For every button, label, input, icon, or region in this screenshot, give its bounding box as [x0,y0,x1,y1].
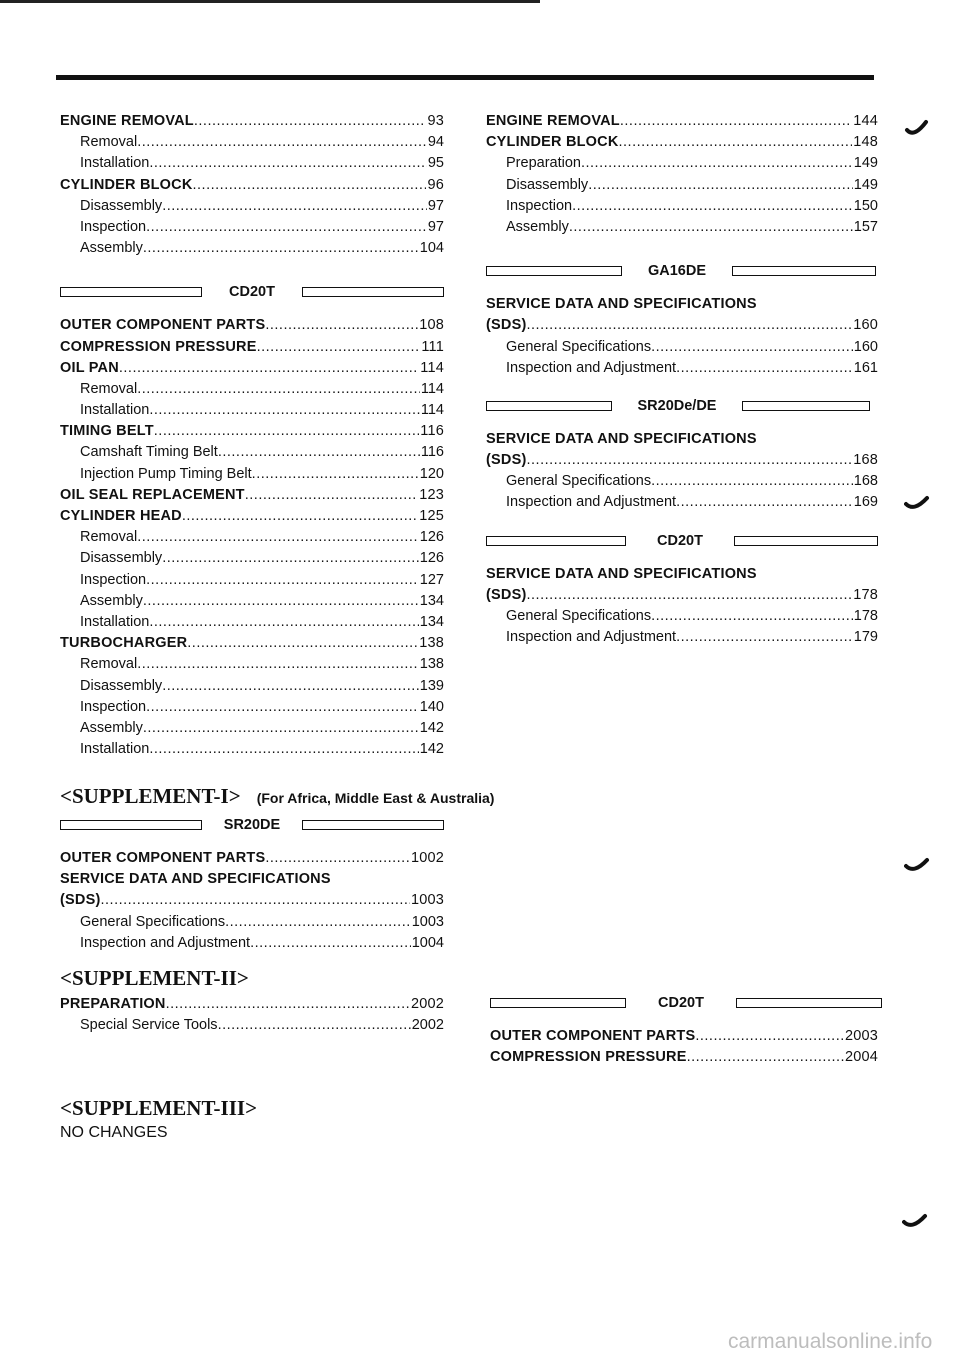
dot-leader [569,219,853,235]
toc-entry-page: 179 [853,629,878,646]
toc-entry-label: OUTER COMPONENT PARTS [60,317,266,334]
dot-leader [695,1028,844,1044]
toc-entry [486,494,878,515]
toc-entry-label: General Specifications [80,913,226,930]
toc-entry-label: Installation [80,402,150,419]
toc-entry-label: Removal [80,380,138,397]
left-column [60,113,444,762]
section-separator-cd20t [60,281,444,303]
toc-entry-label: Disassembly [506,176,589,193]
supplement-2-title: <SUPPLEMENT-II> [60,966,249,990]
toc-entry-page: 144 [853,113,878,129]
dot-leader [187,635,418,651]
toc-entry-label: (SDS) [60,892,101,909]
toc-entry [60,423,444,444]
toc-entry [486,155,878,176]
dot-leader [620,113,852,129]
toc-entry-label: TURBOCHARGER [60,635,188,652]
toc-entry [486,608,878,629]
toc-entry-page: 168 [853,452,878,469]
toc-entry-label: Disassembly [80,550,163,567]
toc-entry [60,635,444,656]
toc-entry-page: 161 [853,359,878,376]
section-separator-ga16de [486,260,878,282]
toc-list [60,850,444,871]
toc-entry [60,219,444,240]
supplement-1-note: (For Africa, Middle East & Australia) [256,790,495,806]
toc-entry-label: Removal [80,134,138,151]
toc-entry [60,850,444,871]
toc-entry-label: General Specifications [506,473,652,490]
toc-entry-page: 1003 [410,892,444,909]
section-separator-sr20de [60,814,444,836]
toc-entry [486,134,878,155]
toc-list [486,452,878,516]
toc-list [490,1028,878,1070]
toc-entry-page: 97 [427,197,444,214]
toc-list [486,587,878,651]
scan-top-edge-line [0,0,540,3]
toc-entry [60,699,444,720]
toc-entry-label: COMPRESSION PRESSURE [60,338,257,355]
toc-entry-page: 97 [427,218,444,235]
toc-entry-label: Disassembly [80,197,163,214]
toc-entry-label: Assembly [506,218,569,235]
dot-leader [252,466,419,482]
toc-entry-page: 178 [853,608,878,624]
toc-entry [486,360,878,381]
toc-entry-page: 134 [419,592,444,609]
toc-entry [486,113,878,134]
toc-entry [60,155,444,176]
dot-leader [146,219,427,235]
sds-heading: SERVICE DATA AND SPECIFICATIONS [486,565,757,582]
toc-entry-page: 138 [419,656,444,673]
toc-entry-page: 126 [419,529,444,546]
toc-entry [60,466,444,487]
toc-entry [60,593,444,614]
toc-entry-label: TIMING BELT [60,423,154,440]
separator-label: SR20De/DE [637,397,717,414]
dot-leader [265,850,410,866]
toc-entry-label: Removal [80,656,138,673]
toc-entry-page: 123 [419,486,444,503]
toc-entry [60,935,444,956]
dot-leader [218,1017,411,1033]
toc-entry-page: 2002 [411,1017,444,1034]
toc-entry-label: Assembly [80,719,143,736]
watermark: carmanualsonline.info [728,1330,933,1353]
toc-entry [60,134,444,155]
dot-leader [225,914,411,930]
toc-entry [60,487,444,508]
margin-check-mark-icon [902,1212,928,1226]
toc-entry-label: Camshaft Timing Belt [80,444,218,461]
toc-entry [60,381,444,402]
toc-entry [60,741,444,762]
supplement-1-title: <SUPPLEMENT-I> [60,784,241,808]
toc-entry-page: 93 [427,113,444,129]
toc-entry [60,1017,444,1038]
toc-entry-label: General Specifications [506,608,652,624]
toc-entry-label: PREPARATION [60,996,166,1012]
toc-entry [60,550,444,571]
toc-list [60,317,444,762]
toc-entry [60,720,444,741]
supplement-2 [60,966,444,1038]
dot-leader [143,240,419,256]
toc-list [60,113,444,261]
toc-entry-page: 127 [419,571,444,588]
dot-leader [154,423,420,439]
toc-entry-page: 149 [853,155,878,172]
toc-entry-label: Installation [80,155,150,172]
toc-entry-label: Preparation [506,155,581,172]
toc-entry-label: COMPRESSION PRESSURE [490,1049,687,1066]
toc-entry [60,360,444,381]
toc-entry [486,317,878,338]
toc-entry-page: 94 [427,134,444,151]
toc-entry-page: 134 [419,613,444,630]
sds-heading: SERVICE DATA AND SPECIFICATIONS [486,430,757,447]
separator-box-right [742,401,870,411]
dot-leader [146,572,419,588]
toc-entry-label: ENGINE REMOVAL [60,113,194,129]
supplement-3-note: NO CHANGES [60,1124,168,1141]
separator-box-right [734,536,878,546]
toc-entry [60,572,444,593]
toc-entry-label: (SDS) [486,317,527,334]
toc-entry-page: 178 [853,586,878,603]
dot-leader [687,1049,844,1065]
toc-entry-label: CYLINDER BLOCK [486,134,619,151]
separator-box-right [736,998,882,1008]
toc-entry-page: 169 [853,494,878,511]
toc-entry [60,996,444,1017]
toc-entry-label: OUTER COMPONENT PARTS [490,1028,696,1044]
toc-entry [60,656,444,677]
dot-leader [149,155,427,171]
toc-entry [486,219,878,240]
toc-entry-page: 140 [419,698,444,715]
toc-entry-label: ENGINE REMOVAL [486,113,620,129]
dot-leader [526,317,852,333]
dot-leader [218,444,420,460]
toc-entry-page: 138 [419,635,444,652]
toc-entry [60,508,444,529]
separator-label: CD20T [229,284,275,301]
separator-box-left [60,820,202,830]
toc-entry-label: Installation [80,613,150,630]
dot-leader [651,608,853,624]
toc-entry-label: Inspection [506,197,573,214]
toc-entry-label: Inspection [80,571,147,588]
toc-entry-page: 125 [419,508,444,524]
toc-entry-label: Disassembly [80,677,163,694]
toc-entry-page: 168 [853,473,878,490]
toc-entry-page: 1004 [411,934,444,951]
supplement-1 [60,784,495,956]
toc-entry [60,678,444,699]
dot-leader [676,494,853,510]
toc-entry-page: 114 [420,402,444,419]
dot-leader [526,452,852,468]
dot-leader [143,720,419,736]
dot-leader [581,155,853,171]
toc-entry-label: Removal [80,529,138,546]
dot-leader [149,402,420,418]
toc-entry [60,113,444,134]
toc-entry-page: 2002 [410,996,444,1012]
toc-entry-label: OIL SEAL REPLACEMENT [60,486,245,503]
toc-entry [60,240,444,261]
sds-heading: SERVICE DATA AND SPECIFICATIONS [60,871,331,888]
dot-leader [651,339,853,355]
toc-entry-page: 1002 [410,850,444,866]
supplement-title-row [60,1096,444,1124]
separator-box-left [60,287,202,297]
dot-leader [194,113,427,129]
toc-entry-page: 139 [419,677,444,694]
toc-entry [486,587,878,608]
toc-entry-page: 126 [419,550,444,567]
dot-leader [526,587,852,603]
dot-leader [257,339,421,355]
toc-entry-page: 114 [420,380,444,397]
toc-entry-label: CYLINDER BLOCK [60,176,193,193]
toc-entry-page: 120 [419,465,444,482]
dot-leader [100,892,409,908]
section-separator-cd20t [490,992,878,1014]
dot-leader [588,177,853,193]
toc-entry-page: 149 [853,176,878,193]
toc-entry [486,452,878,473]
toc-entry [60,614,444,635]
toc-entry-page: 116 [420,423,444,440]
dot-leader [137,134,427,150]
section-separator-sr20de [486,395,878,417]
dot-leader [265,317,418,333]
toc-entry [486,177,878,198]
dot-leader [162,198,427,214]
toc-entry-label: Assembly [80,592,143,609]
dot-leader [162,550,419,566]
dot-leader [162,678,419,694]
separator-box-left [486,536,626,546]
toc-entry-page: 2004 [844,1049,878,1066]
toc-entry [60,177,444,198]
toc-entry [490,1028,878,1049]
toc-entry-page: 142 [419,719,444,736]
right-column [486,113,878,650]
toc-entry-label: Inspection and Adjustment [506,494,677,511]
toc-entry-page: 157 [853,218,878,235]
separator-label: CD20T [657,532,703,549]
dot-leader [149,614,418,630]
toc-entry-page: 114 [420,359,444,376]
toc-entry-label: General Specifications [506,338,652,355]
toc-entry-page: 104 [419,240,444,257]
toc-entry [486,473,878,494]
toc-list [60,996,444,1038]
dot-leader [250,935,411,951]
toc-entry-page: 116 [420,444,444,461]
dot-leader [146,699,419,715]
dot-leader [137,656,419,672]
margin-check-mark-icon [904,856,930,870]
dot-leader [651,473,853,489]
separator-box-right [302,820,444,830]
toc-list [486,317,878,381]
dot-leader [193,177,427,193]
toc-entry [486,339,878,360]
toc-entry-label: CYLINDER HEAD [60,508,182,524]
toc-entry [60,892,444,913]
toc-entry [60,444,444,465]
section-separator-cd20t [486,530,878,552]
dot-leader [166,996,410,1012]
toc-entry [486,198,878,219]
toc-entry-page: 95 [427,155,444,172]
toc-entry-label: Inspection and Adjustment [80,934,251,951]
toc-entry-label: Inspection and Adjustment [506,359,677,376]
separator-box-left [486,266,622,276]
dot-leader [676,360,853,376]
dot-leader [676,629,853,645]
dot-leader [572,198,853,214]
toc-entry-page: 160 [853,317,878,334]
toc-entry-label: (SDS) [486,586,527,603]
dot-leader [149,741,418,757]
dot-leader [182,508,418,524]
toc-entry [60,317,444,338]
sds-heading: SERVICE DATA AND SPECIFICATIONS [486,296,757,313]
supplement-3 [60,1096,444,1142]
separator-box-right [302,287,444,297]
toc-entry [60,339,444,360]
separator-label: CD20T [658,995,704,1011]
toc-entry [60,529,444,550]
margin-check-mark-icon [904,116,930,130]
toc-entry-page: 160 [853,338,878,355]
toc-entry [60,198,444,219]
supplement-2-right [490,992,878,1070]
toc-list [60,892,444,956]
separator-box-left [486,401,612,411]
toc-entry-page: 111 [421,338,444,355]
separator-label: SR20DE [223,817,281,833]
dot-leader [619,134,853,150]
separator-label: GA16DE [647,263,707,280]
toc-entry [486,629,878,650]
toc-entry-label: Installation [80,741,150,758]
toc-entry-label: (SDS) [486,452,527,469]
toc-entry-label: Special Service Tools [80,1017,218,1034]
toc-entry-label: OUTER COMPONENT PARTS [60,850,266,866]
header-rule [56,75,874,80]
margin-check-mark-icon [904,494,930,508]
toc-entry [490,1049,878,1070]
toc-entry-label: Inspection [80,698,147,715]
toc-list [486,113,878,240]
toc-entry-page: 108 [419,317,444,334]
dot-leader [245,487,418,503]
dot-leader [137,381,420,397]
dot-leader [137,529,419,545]
toc-entry-page: 2003 [844,1028,878,1044]
toc-entry-page: 150 [853,197,878,214]
toc-entry-label: Injection Pump Timing Belt [80,465,252,482]
supplement-title-row [60,966,444,996]
separator-box-right [732,266,876,276]
toc-entry [60,914,444,935]
toc-entry-label: OIL PAN [60,359,119,376]
separator-box-left [490,998,626,1008]
supplement-title-row [60,784,495,814]
toc-entry-label: Assembly [80,240,143,257]
toc-entry [60,402,444,423]
toc-entry-page: 142 [419,741,444,758]
toc-entry-label: Inspection [80,218,147,235]
supplement-3-title: <SUPPLEMENT-III> [60,1096,258,1120]
toc-entry-page: 148 [853,134,878,151]
toc-entry-label: Inspection and Adjustment [506,629,677,646]
toc-entry-page: 1003 [411,913,444,930]
toc-entry-page: 96 [427,176,444,193]
dot-leader [143,593,419,609]
dot-leader [119,360,419,376]
